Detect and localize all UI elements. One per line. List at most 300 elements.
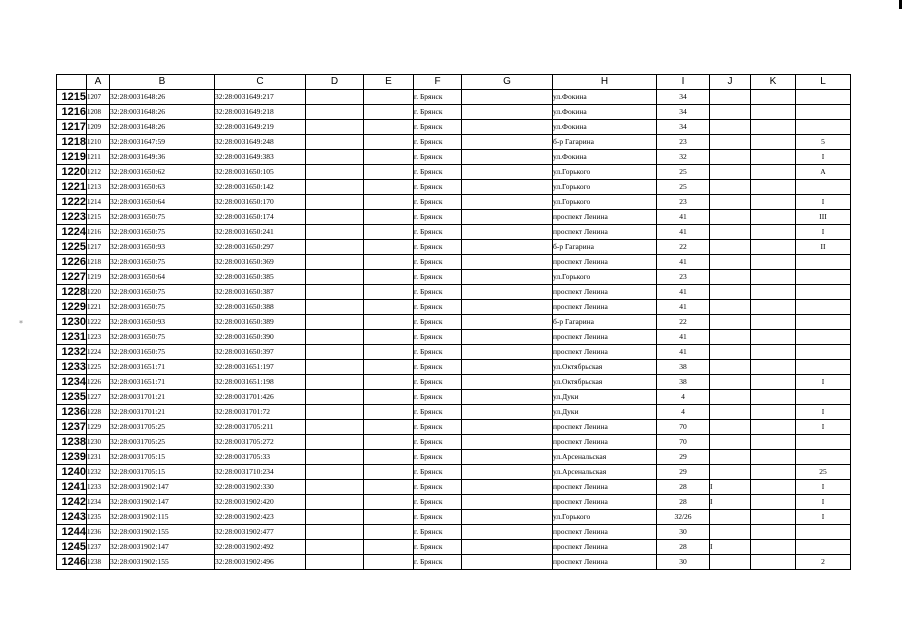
cell-e[interactable] bbox=[364, 90, 414, 105]
cell-street[interactable]: проспект Ленина bbox=[553, 495, 657, 510]
cell-e[interactable] bbox=[364, 405, 414, 420]
cell-street[interactable]: ул.Арсенальская bbox=[553, 465, 657, 480]
cell-k[interactable] bbox=[751, 390, 796, 405]
cell-city[interactable]: г. Брянск bbox=[414, 375, 462, 390]
cell-e[interactable] bbox=[364, 315, 414, 330]
cell-parcel-number[interactable]: 32:28:0031902:155 bbox=[110, 555, 215, 570]
cell-d[interactable] bbox=[306, 435, 364, 450]
cell-k[interactable] bbox=[751, 330, 796, 345]
cell-e[interactable] bbox=[364, 390, 414, 405]
cell-street[interactable]: ул.Фокина bbox=[553, 120, 657, 135]
cell-e[interactable] bbox=[364, 150, 414, 165]
cell-g[interactable] bbox=[462, 135, 553, 150]
cell-e[interactable] bbox=[364, 555, 414, 570]
cell-house-number[interactable]: 70 bbox=[657, 420, 710, 435]
cell-parcel-number[interactable]: 32:28:0031650:75 bbox=[110, 255, 215, 270]
cell-e[interactable] bbox=[364, 300, 414, 315]
cell-g[interactable] bbox=[462, 150, 553, 165]
cell-city[interactable]: г. Брянск bbox=[414, 420, 462, 435]
cell-j[interactable] bbox=[710, 510, 751, 525]
row-number[interactable]: 1241 bbox=[57, 480, 87, 495]
row-number[interactable]: 1229 bbox=[57, 300, 87, 315]
cell-cadastral-number[interactable]: 32:28:0031650:174 bbox=[215, 210, 306, 225]
cell-d[interactable] bbox=[306, 135, 364, 150]
cell-house-number[interactable]: 38 bbox=[657, 375, 710, 390]
cell-record-number[interactable]: 1211 bbox=[87, 150, 110, 165]
cell-city[interactable]: г. Брянск bbox=[414, 150, 462, 165]
row-number[interactable]: 1225 bbox=[57, 240, 87, 255]
cell-d[interactable] bbox=[306, 330, 364, 345]
cell-l[interactable] bbox=[796, 540, 851, 555]
row-number[interactable]: 1227 bbox=[57, 270, 87, 285]
cell-g[interactable] bbox=[462, 225, 553, 240]
cell-parcel-number[interactable]: 32:28:0031650:63 bbox=[110, 180, 215, 195]
row-number[interactable]: 1223 bbox=[57, 210, 87, 225]
row-number[interactable]: 1228 bbox=[57, 285, 87, 300]
cell-city[interactable]: г. Брянск bbox=[414, 165, 462, 180]
cell-k[interactable] bbox=[751, 165, 796, 180]
cell-street[interactable]: проспект Ленина bbox=[553, 330, 657, 345]
cell-d[interactable] bbox=[306, 495, 364, 510]
cell-j[interactable] bbox=[710, 120, 751, 135]
cell-l[interactable]: I bbox=[796, 480, 851, 495]
cell-house-number[interactable]: 70 bbox=[657, 435, 710, 450]
cell-street[interactable]: б-р Гагарина bbox=[553, 315, 657, 330]
cell-k[interactable] bbox=[751, 105, 796, 120]
row-number[interactable]: 1242 bbox=[57, 495, 87, 510]
cell-cadastral-number[interactable]: 32:28:0031650:397 bbox=[215, 345, 306, 360]
cell-k[interactable] bbox=[751, 315, 796, 330]
cell-parcel-number[interactable]: 32:28:0031648:26 bbox=[110, 90, 215, 105]
cell-e[interactable] bbox=[364, 495, 414, 510]
cell-house-number[interactable]: 41 bbox=[657, 345, 710, 360]
cell-city[interactable]: г. Брянск bbox=[414, 120, 462, 135]
cell-e[interactable] bbox=[364, 540, 414, 555]
cell-l[interactable]: I bbox=[796, 150, 851, 165]
row-number[interactable]: 1243 bbox=[57, 510, 87, 525]
cell-l[interactable] bbox=[796, 90, 851, 105]
cell-e[interactable] bbox=[364, 105, 414, 120]
cell-g[interactable] bbox=[462, 345, 553, 360]
cell-j[interactable] bbox=[710, 240, 751, 255]
cell-d[interactable] bbox=[306, 240, 364, 255]
cell-cadastral-number[interactable]: 32:28:0031705:211 bbox=[215, 420, 306, 435]
cell-record-number[interactable]: 1232 bbox=[87, 465, 110, 480]
cell-cadastral-number[interactable]: 32:28:0031649:219 bbox=[215, 120, 306, 135]
cell-street[interactable]: ул.Арсенальская bbox=[553, 450, 657, 465]
cell-city[interactable]: г. Брянск bbox=[414, 345, 462, 360]
cell-house-number[interactable]: 41 bbox=[657, 210, 710, 225]
row-number[interactable]: 1240 bbox=[57, 465, 87, 480]
cell-g[interactable] bbox=[462, 120, 553, 135]
cell-city[interactable]: г. Брянск bbox=[414, 435, 462, 450]
cell-cadastral-number[interactable]: 32:28:0031701:72 bbox=[215, 405, 306, 420]
row-number[interactable]: 1221 bbox=[57, 180, 87, 195]
cell-k[interactable] bbox=[751, 465, 796, 480]
cell-g[interactable] bbox=[462, 195, 553, 210]
cell-l[interactable] bbox=[796, 105, 851, 120]
cell-house-number[interactable]: 41 bbox=[657, 300, 710, 315]
cell-d[interactable] bbox=[306, 120, 364, 135]
cell-house-number[interactable]: 28 bbox=[657, 480, 710, 495]
cell-g[interactable] bbox=[462, 450, 553, 465]
cell-g[interactable] bbox=[462, 240, 553, 255]
cell-city[interactable]: г. Брянск bbox=[414, 285, 462, 300]
cell-j[interactable] bbox=[710, 90, 751, 105]
cell-j[interactable] bbox=[710, 285, 751, 300]
cell-e[interactable] bbox=[364, 435, 414, 450]
cell-j[interactable] bbox=[710, 555, 751, 570]
cell-house-number[interactable]: 25 bbox=[657, 165, 710, 180]
cell-cadastral-number[interactable]: 32:28:0031902:423 bbox=[215, 510, 306, 525]
cell-k[interactable] bbox=[751, 255, 796, 270]
cell-e[interactable] bbox=[364, 195, 414, 210]
cell-house-number[interactable]: 30 bbox=[657, 525, 710, 540]
cell-k[interactable] bbox=[751, 540, 796, 555]
cell-e[interactable] bbox=[364, 180, 414, 195]
column-header[interactable]: J bbox=[710, 75, 751, 90]
row-number[interactable]: 1235 bbox=[57, 390, 87, 405]
cell-d[interactable] bbox=[306, 420, 364, 435]
row-number[interactable]: 1237 bbox=[57, 420, 87, 435]
column-header[interactable]: A bbox=[87, 75, 110, 90]
cell-e[interactable] bbox=[364, 165, 414, 180]
cell-parcel-number[interactable]: 32:28:0031650:64 bbox=[110, 270, 215, 285]
cell-g[interactable] bbox=[462, 525, 553, 540]
row-number[interactable]: 1234 bbox=[57, 375, 87, 390]
cell-cadastral-number[interactable]: 32:28:0031650:389 bbox=[215, 315, 306, 330]
cell-l[interactable] bbox=[796, 435, 851, 450]
cell-j[interactable] bbox=[710, 255, 751, 270]
column-header[interactable]: C bbox=[215, 75, 306, 90]
cell-j[interactable] bbox=[710, 180, 751, 195]
cell-d[interactable] bbox=[306, 390, 364, 405]
cell-parcel-number[interactable]: 32:28:0031902:147 bbox=[110, 540, 215, 555]
column-header[interactable]: I bbox=[657, 75, 710, 90]
cell-e[interactable] bbox=[364, 375, 414, 390]
cell-record-number[interactable]: 1217 bbox=[87, 240, 110, 255]
cell-e[interactable] bbox=[364, 420, 414, 435]
row-number[interactable]: 1226 bbox=[57, 255, 87, 270]
cell-l[interactable]: I bbox=[796, 195, 851, 210]
cell-d[interactable] bbox=[306, 165, 364, 180]
cell-record-number[interactable]: 1236 bbox=[87, 525, 110, 540]
cell-d[interactable] bbox=[306, 225, 364, 240]
cell-city[interactable]: г. Брянск bbox=[414, 525, 462, 540]
cell-parcel-number[interactable]: 32:28:0031648:26 bbox=[110, 105, 215, 120]
cell-l[interactable]: А bbox=[796, 165, 851, 180]
cell-k[interactable] bbox=[751, 525, 796, 540]
cell-g[interactable] bbox=[462, 285, 553, 300]
cell-e[interactable] bbox=[364, 510, 414, 525]
cell-k[interactable] bbox=[751, 495, 796, 510]
cell-d[interactable] bbox=[306, 375, 364, 390]
cell-d[interactable] bbox=[306, 270, 364, 285]
cell-e[interactable] bbox=[364, 225, 414, 240]
cell-record-number[interactable]: 1224 bbox=[87, 345, 110, 360]
cell-j[interactable] bbox=[710, 210, 751, 225]
cell-d[interactable] bbox=[306, 465, 364, 480]
cell-cadastral-number[interactable]: 32:28:0031651:197 bbox=[215, 360, 306, 375]
row-number[interactable]: 1217 bbox=[57, 120, 87, 135]
cell-k[interactable] bbox=[751, 270, 796, 285]
cell-l[interactable]: II bbox=[796, 240, 851, 255]
cell-parcel-number[interactable]: 32:28:0031902:155 bbox=[110, 525, 215, 540]
column-header[interactable]: K bbox=[751, 75, 796, 90]
cell-cadastral-number[interactable]: 32:28:0031705:272 bbox=[215, 435, 306, 450]
cell-l[interactable]: 25 bbox=[796, 465, 851, 480]
cell-city[interactable]: г. Брянск bbox=[414, 450, 462, 465]
cell-g[interactable] bbox=[462, 495, 553, 510]
cell-j[interactable] bbox=[710, 300, 751, 315]
cell-j[interactable] bbox=[710, 135, 751, 150]
cell-e[interactable] bbox=[364, 345, 414, 360]
cell-l[interactable] bbox=[796, 450, 851, 465]
cell-city[interactable]: г. Брянск bbox=[414, 405, 462, 420]
cell-house-number[interactable]: 23 bbox=[657, 270, 710, 285]
cell-k[interactable] bbox=[751, 90, 796, 105]
cell-g[interactable] bbox=[462, 165, 553, 180]
cell-house-number[interactable]: 34 bbox=[657, 120, 710, 135]
cell-record-number[interactable]: 1229 bbox=[87, 420, 110, 435]
cell-record-number[interactable]: 1234 bbox=[87, 495, 110, 510]
cell-k[interactable] bbox=[751, 555, 796, 570]
cell-city[interactable]: г. Брянск bbox=[414, 540, 462, 555]
cell-k[interactable] bbox=[751, 360, 796, 375]
cell-record-number[interactable]: 1220 bbox=[87, 285, 110, 300]
column-header[interactable]: E bbox=[364, 75, 414, 90]
column-header[interactable]: F bbox=[414, 75, 462, 90]
cell-e[interactable] bbox=[364, 480, 414, 495]
cell-l[interactable]: I bbox=[796, 495, 851, 510]
cell-parcel-number[interactable]: 32:28:0031650:75 bbox=[110, 330, 215, 345]
cell-l[interactable]: I bbox=[796, 420, 851, 435]
cell-k[interactable] bbox=[751, 120, 796, 135]
cell-street[interactable]: ул.Фокина bbox=[553, 150, 657, 165]
cell-l[interactable] bbox=[796, 285, 851, 300]
cell-cadastral-number[interactable]: 32:28:0031649:217 bbox=[215, 90, 306, 105]
cell-house-number[interactable]: 22 bbox=[657, 315, 710, 330]
row-number[interactable]: 1222 bbox=[57, 195, 87, 210]
cell-l[interactable] bbox=[796, 255, 851, 270]
cell-k[interactable] bbox=[751, 180, 796, 195]
row-number[interactable]: 1232 bbox=[57, 345, 87, 360]
cell-j[interactable] bbox=[710, 390, 751, 405]
cell-parcel-number[interactable]: 32:28:0031648:26 bbox=[110, 120, 215, 135]
cell-e[interactable] bbox=[364, 135, 414, 150]
cell-parcel-number[interactable]: 32:28:0031701:21 bbox=[110, 405, 215, 420]
cell-k[interactable] bbox=[751, 375, 796, 390]
cell-parcel-number[interactable]: 32:28:0031647:59 bbox=[110, 135, 215, 150]
cell-cadastral-number[interactable]: 32:28:0031650:105 bbox=[215, 165, 306, 180]
cell-j[interactable]: I bbox=[710, 480, 751, 495]
cell-cadastral-number[interactable]: 32:28:0031650:170 bbox=[215, 195, 306, 210]
cell-k[interactable] bbox=[751, 225, 796, 240]
cell-g[interactable] bbox=[462, 555, 553, 570]
cell-parcel-number[interactable]: 32:28:0031650:75 bbox=[110, 300, 215, 315]
cell-j[interactable] bbox=[710, 165, 751, 180]
cell-g[interactable] bbox=[462, 180, 553, 195]
cell-record-number[interactable]: 1235 bbox=[87, 510, 110, 525]
cell-parcel-number[interactable]: 32:28:0031902:115 bbox=[110, 510, 215, 525]
cell-cadastral-number[interactable]: 32:28:0031902:492 bbox=[215, 540, 306, 555]
cell-street[interactable]: проспект Ленина bbox=[553, 420, 657, 435]
cell-street[interactable]: проспект Ленина bbox=[553, 435, 657, 450]
cell-k[interactable] bbox=[751, 345, 796, 360]
cell-street[interactable]: проспект Ленина bbox=[553, 525, 657, 540]
cell-city[interactable]: г. Брянск bbox=[414, 315, 462, 330]
cell-house-number[interactable]: 29 bbox=[657, 465, 710, 480]
cell-city[interactable]: г. Брянск bbox=[414, 330, 462, 345]
column-header[interactable]: G bbox=[462, 75, 553, 90]
cell-cadastral-number[interactable]: 32:28:0031902:330 bbox=[215, 480, 306, 495]
cell-e[interactable] bbox=[364, 525, 414, 540]
cell-parcel-number[interactable]: 32:28:0031650:62 bbox=[110, 165, 215, 180]
cell-g[interactable] bbox=[462, 360, 553, 375]
cell-d[interactable] bbox=[306, 315, 364, 330]
cell-e[interactable] bbox=[364, 360, 414, 375]
cell-j[interactable] bbox=[710, 420, 751, 435]
cell-record-number[interactable]: 1214 bbox=[87, 195, 110, 210]
cell-city[interactable]: г. Брянск bbox=[414, 255, 462, 270]
cell-record-number[interactable]: 1216 bbox=[87, 225, 110, 240]
cell-g[interactable] bbox=[462, 510, 553, 525]
cell-parcel-number[interactable]: 32:28:0031705:25 bbox=[110, 435, 215, 450]
cell-record-number[interactable]: 1238 bbox=[87, 555, 110, 570]
cell-l[interactable]: I bbox=[796, 225, 851, 240]
cell-house-number[interactable]: 38 bbox=[657, 360, 710, 375]
cell-parcel-number[interactable]: 32:28:0031650:75 bbox=[110, 225, 215, 240]
cell-e[interactable] bbox=[364, 285, 414, 300]
cell-cadastral-number[interactable]: 32:28:0031650:385 bbox=[215, 270, 306, 285]
cell-parcel-number[interactable]: 32:28:0031650:75 bbox=[110, 345, 215, 360]
cell-e[interactable] bbox=[364, 330, 414, 345]
cell-street[interactable]: проспект Ленина bbox=[553, 225, 657, 240]
cell-k[interactable] bbox=[751, 150, 796, 165]
cell-house-number[interactable]: 30 bbox=[657, 555, 710, 570]
cell-street[interactable]: ул.Горького bbox=[553, 270, 657, 285]
cell-parcel-number[interactable]: 32:28:0031650:93 bbox=[110, 240, 215, 255]
cell-city[interactable]: г. Брянск bbox=[414, 90, 462, 105]
cell-g[interactable] bbox=[462, 375, 553, 390]
cell-l[interactable] bbox=[796, 345, 851, 360]
cell-l[interactable] bbox=[796, 315, 851, 330]
cell-l[interactable]: 5 bbox=[796, 135, 851, 150]
row-number[interactable]: 1218 bbox=[57, 135, 87, 150]
cell-cadastral-number[interactable]: 32:28:0031701:426 bbox=[215, 390, 306, 405]
cell-street[interactable]: б-р Гагарина bbox=[553, 240, 657, 255]
cell-g[interactable] bbox=[462, 405, 553, 420]
cell-cadastral-number[interactable]: 32:28:0031651:198 bbox=[215, 375, 306, 390]
cell-city[interactable]: г. Брянск bbox=[414, 465, 462, 480]
cell-k[interactable] bbox=[751, 510, 796, 525]
cell-house-number[interactable]: 41 bbox=[657, 255, 710, 270]
cell-cadastral-number[interactable]: 32:28:0031650:387 bbox=[215, 285, 306, 300]
cell-parcel-number[interactable]: 32:28:0031650:75 bbox=[110, 285, 215, 300]
row-number[interactable]: 1236 bbox=[57, 405, 87, 420]
cell-l[interactable]: I bbox=[796, 405, 851, 420]
cell-e[interactable] bbox=[364, 270, 414, 285]
cell-k[interactable] bbox=[751, 210, 796, 225]
cell-g[interactable] bbox=[462, 210, 553, 225]
cell-street[interactable]: ул.Фокина bbox=[553, 90, 657, 105]
cell-city[interactable]: г. Брянск bbox=[414, 300, 462, 315]
cell-record-number[interactable]: 1212 bbox=[87, 165, 110, 180]
cell-parcel-number[interactable]: 32:28:0031705:25 bbox=[110, 420, 215, 435]
cell-street[interactable]: ул.Горького bbox=[553, 180, 657, 195]
cell-city[interactable]: г. Брянск bbox=[414, 210, 462, 225]
cell-k[interactable] bbox=[751, 405, 796, 420]
cell-cadastral-number[interactable]: 32:28:0031710:234 bbox=[215, 465, 306, 480]
cell-d[interactable] bbox=[306, 510, 364, 525]
cell-d[interactable] bbox=[306, 405, 364, 420]
cell-l[interactable]: 2 bbox=[796, 555, 851, 570]
cell-cadastral-number[interactable]: 32:28:0031705:33 bbox=[215, 450, 306, 465]
cell-d[interactable] bbox=[306, 540, 364, 555]
cell-record-number[interactable]: 1230 bbox=[87, 435, 110, 450]
cell-l[interactable] bbox=[796, 360, 851, 375]
cell-j[interactable] bbox=[710, 360, 751, 375]
cell-cadastral-number[interactable]: 32:28:0031649:248 bbox=[215, 135, 306, 150]
cell-e[interactable] bbox=[364, 465, 414, 480]
cell-d[interactable] bbox=[306, 525, 364, 540]
cell-house-number[interactable]: 41 bbox=[657, 285, 710, 300]
cell-parcel-number[interactable]: 32:28:0031650:75 bbox=[110, 210, 215, 225]
cell-street[interactable]: проспект Ленина bbox=[553, 345, 657, 360]
cell-k[interactable] bbox=[751, 420, 796, 435]
cell-street[interactable]: ул.Дуки bbox=[553, 390, 657, 405]
cell-record-number[interactable]: 1210 bbox=[87, 135, 110, 150]
row-number[interactable]: 1219 bbox=[57, 150, 87, 165]
cell-k[interactable] bbox=[751, 435, 796, 450]
cell-house-number[interactable]: 4 bbox=[657, 390, 710, 405]
cell-parcel-number[interactable]: 32:28:0031651:71 bbox=[110, 360, 215, 375]
cell-k[interactable] bbox=[751, 195, 796, 210]
cell-g[interactable] bbox=[462, 420, 553, 435]
cell-g[interactable] bbox=[462, 255, 553, 270]
cell-street[interactable]: проспект Ленина bbox=[553, 555, 657, 570]
cell-l[interactable] bbox=[796, 270, 851, 285]
cell-e[interactable] bbox=[364, 120, 414, 135]
cell-cadastral-number[interactable]: 32:28:0031902:496 bbox=[215, 555, 306, 570]
cell-l[interactable] bbox=[796, 330, 851, 345]
cell-record-number[interactable]: 1227 bbox=[87, 390, 110, 405]
cell-g[interactable] bbox=[462, 465, 553, 480]
cell-street[interactable]: ул.Дуки bbox=[553, 405, 657, 420]
cell-parcel-number[interactable]: 32:28:0031705:15 bbox=[110, 450, 215, 465]
cell-cadastral-number[interactable]: 32:28:0031649:383 bbox=[215, 150, 306, 165]
cell-house-number[interactable]: 34 bbox=[657, 105, 710, 120]
cell-j[interactable] bbox=[710, 345, 751, 360]
cell-j[interactable]: I bbox=[710, 540, 751, 555]
cell-city[interactable]: г. Брянск bbox=[414, 135, 462, 150]
cell-parcel-number[interactable]: 32:28:0031902:147 bbox=[110, 495, 215, 510]
cell-l[interactable] bbox=[796, 300, 851, 315]
cell-d[interactable] bbox=[306, 360, 364, 375]
cell-e[interactable] bbox=[364, 450, 414, 465]
cell-cadastral-number[interactable]: 32:28:0031650:142 bbox=[215, 180, 306, 195]
cell-g[interactable] bbox=[462, 105, 553, 120]
cell-record-number[interactable]: 1213 bbox=[87, 180, 110, 195]
cell-house-number[interactable]: 25 bbox=[657, 180, 710, 195]
cell-j[interactable]: I bbox=[710, 495, 751, 510]
cell-record-number[interactable]: 1225 bbox=[87, 360, 110, 375]
cell-record-number[interactable]: 1209 bbox=[87, 120, 110, 135]
cell-g[interactable] bbox=[462, 330, 553, 345]
cell-l[interactable]: I bbox=[796, 510, 851, 525]
cell-city[interactable]: г. Брянск bbox=[414, 555, 462, 570]
cell-record-number[interactable]: 1222 bbox=[87, 315, 110, 330]
